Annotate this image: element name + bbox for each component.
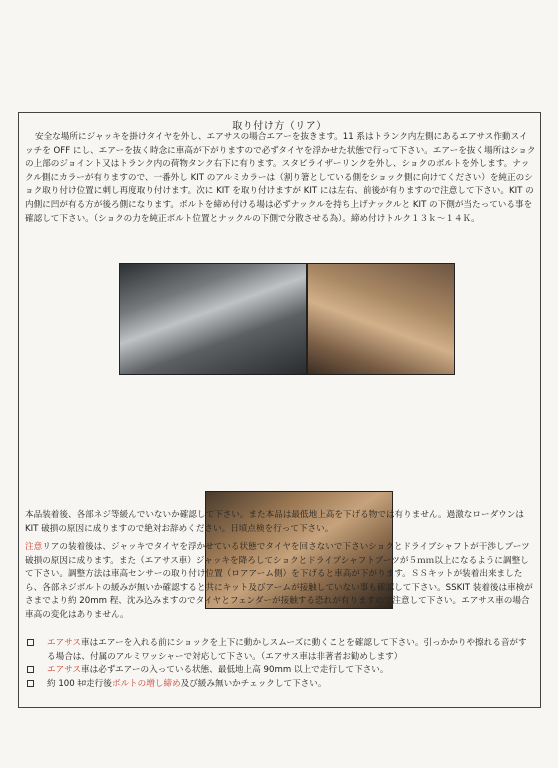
photo-shock-mount xyxy=(119,263,307,375)
installation-intro: 安全な場所にジャッキを掛けタイヤを外し、エアサスの場合エアーを抜きます。11 系はトランク内左側にあるエアサス作動スイッチを OFF にし、エアーを抜く時念に車高が下がりますので必ずタイヤを浮かせた状態で行って下さい。エアーを抜く場所はショクの上部のジョイント又はトランク内の荷物タンク右下に有ります。スタビライザーリンクを外し、ショクのボルトを外します。ナックル側にカラーが有りますので、一番外し KIT のアルミカラーは（割り箸としている側をショック側に向けてください）を純正のショク取り付け位置に刺し再度取り付けます。次に KIT を取り付けますが KIT には左右、前後が有りますので注意して下さい。KIT の内側に凹が有る方が後ろ側になります。ボルトを締め付ける場は必ずナックルを持ち上げナックルと KIT の下側が当たっている事を確認して下さい。（ショクの力を純正ボルト位置とナックルの下側で分散させる為）。締め付けトルク１３ｋ～１４Ｋ。 xyxy=(25,132,536,224)
checkbox-icon xyxy=(27,639,34,646)
inspection-note: 本品装着後、各部ネジ等緩んでいないか確認して下さい。また本品は最低地上高を下げる物では有りません。過激なローダウンは KIT 破損の原因に成りますので絶対お辞めください。日頃点検を行って下さい。 xyxy=(25,510,524,534)
checkbox-icon xyxy=(27,666,34,673)
checkbox-icon xyxy=(27,680,34,687)
checklist-item: エアサス車はエアーを入れる前にショックを上下に動かしスムーズに動くことを確認して下さい。引っかかりや擦れる音がする場合は、付属のアルミワッシャーで対応して下さい。（エアサス車は非著者お勧めします） xyxy=(19,637,540,664)
checklist-item: 約 100 ｷﾛ走行後ボルトの増し締め及び緩み無いかチェックして下さい。 xyxy=(19,678,540,692)
caution-label: 注意 xyxy=(25,542,43,552)
instruction-sheet xyxy=(18,112,541,708)
checklist xyxy=(19,637,540,691)
caution-text: リアの装着後は、ジャッキでタイヤを浮かせている状態でタイヤを回さないで下さいショクとドライブシャフトが干渉しブーツ破損の原因に成ります。また（エアサス車）ジャッキを降ろしてショクとドライブシャフトブーツが５ｍｍ以上になるように調整して下さい。調整方法は車高センサーの取り付け位置（ロアアーム側）を下げると車高が下がります。ＳＳキットが装着出来ましたら、各部ネジボルトの緩みが無いか確認すると共にキット及びアームが接触していない事も確認して下さい。SSKIT 装着後は車検がさまでより約 20mm 程、沈み込みますのでタイヤとフェンダーが接触する恐れが有りますので注意して下さい。エアサス車の場合車高の変化はありません。 xyxy=(25,542,533,620)
checklist-item: エアサス車は必ずエアーの入っている状態、最低地上高 90mm 以上で走行して下さい。 xyxy=(19,664,540,678)
photo-knuckle xyxy=(307,263,455,375)
caution-note xyxy=(25,541,536,623)
page-title: 取り付け方（リア） xyxy=(232,121,327,132)
